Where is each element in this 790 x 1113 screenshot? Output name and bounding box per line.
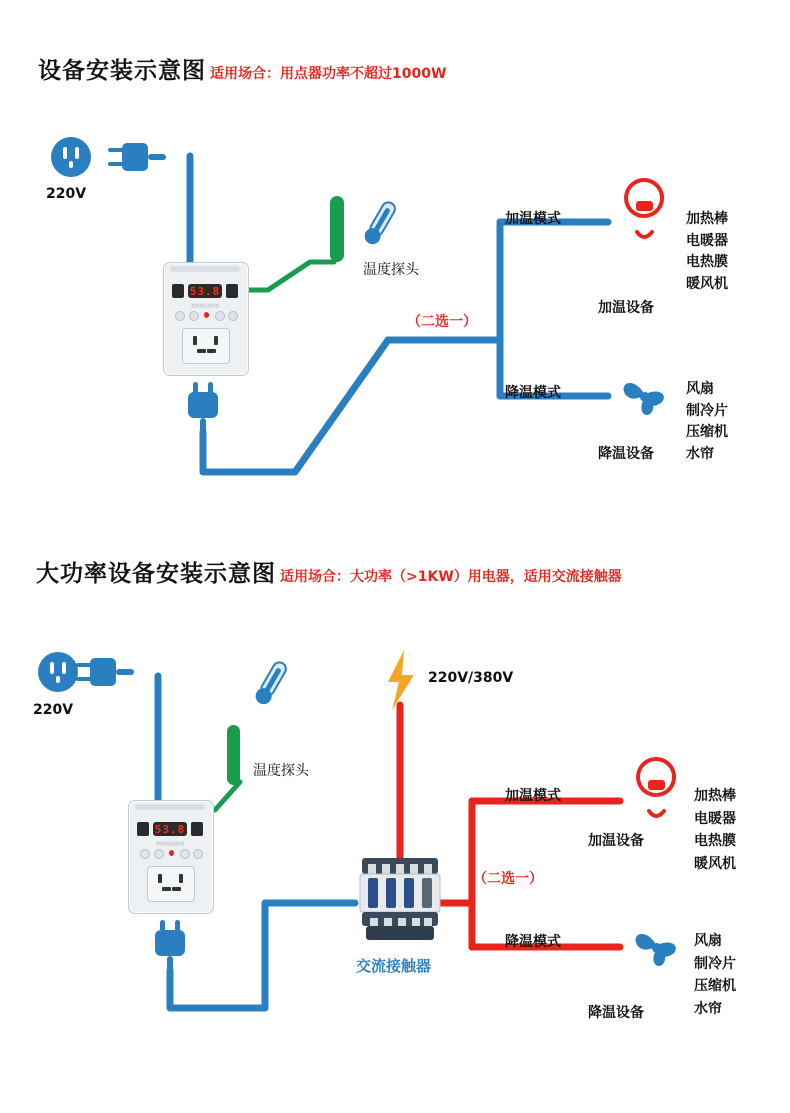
section2-voltage-label: 220V bbox=[33, 702, 74, 718]
heat-list-item: 暖风机 bbox=[686, 275, 728, 292]
section2-cool-device-label: 降温设备 bbox=[588, 1005, 644, 1021]
controller-right-indicator bbox=[226, 284, 238, 298]
section2-heat-device-list bbox=[694, 788, 736, 872]
heat-list-item: 电热膜 bbox=[686, 254, 728, 270]
probe2-sensor-body bbox=[227, 725, 240, 785]
section2-mains-label: 220V/380V bbox=[428, 670, 514, 686]
section2-heat-mode-label: 加温模式 bbox=[505, 788, 561, 804]
mains-socket-icon bbox=[51, 137, 91, 177]
mains2-socket-icon bbox=[38, 652, 78, 692]
cool-list-item: 水帘 bbox=[694, 1000, 722, 1017]
controller-top-bar bbox=[170, 266, 241, 272]
mains-plug-icon bbox=[108, 143, 166, 171]
section1-cool-mode-label: 降温模式 bbox=[505, 385, 561, 401]
section-standard-installation bbox=[0, 0, 790, 520]
section1-heat-device-list bbox=[686, 211, 728, 292]
mains2-plug-icon bbox=[76, 658, 134, 686]
controller2-top-bar bbox=[135, 804, 206, 810]
controller-caption: 智能数显温控器 bbox=[191, 303, 219, 308]
section1-cool-device-list bbox=[686, 381, 728, 462]
heat-list-item: 加热棒 bbox=[686, 211, 728, 227]
cool-list-item: 制冷片 bbox=[686, 402, 728, 419]
section1-probe-label: 温度探头 bbox=[363, 262, 419, 278]
heating-device-icon bbox=[626, 180, 662, 237]
section2-heat-device-label: 加温设备 bbox=[588, 833, 644, 849]
controller2-button-2[interactable] bbox=[154, 849, 164, 859]
controller2-button-4[interactable] bbox=[193, 849, 203, 859]
controller2-plug-icon bbox=[155, 920, 185, 972]
cool-list-item: 压缩机 bbox=[694, 978, 736, 994]
heat-list-item: 加热棒 bbox=[694, 788, 736, 804]
wire2-controller-to-contactor bbox=[170, 903, 355, 1008]
section1-title-sub: 适用场合：用点器功率不超过1000W bbox=[210, 66, 447, 82]
controller2-output-socket[interactable] bbox=[147, 866, 195, 902]
controller-button-1[interactable] bbox=[175, 311, 185, 321]
ac-contactor-icon bbox=[360, 858, 440, 940]
section2-probe-label: 温度探头 bbox=[253, 763, 309, 779]
cooling-device-icon bbox=[624, 383, 664, 415]
controller-display bbox=[188, 284, 222, 298]
section1-title-main: 设备安装示意图 bbox=[38, 58, 206, 84]
controller2-right-indicator bbox=[191, 822, 203, 836]
section1-heat-mode-label: 加温模式 bbox=[505, 211, 561, 227]
section2-cool-device-list bbox=[694, 933, 736, 1017]
section2-cool-mode-label: 降温模式 bbox=[505, 934, 561, 950]
thermometer2-icon bbox=[253, 659, 290, 707]
controller2-button-1[interactable] bbox=[140, 849, 150, 859]
section1-cool-device-label: 降温设备 bbox=[598, 446, 654, 462]
cooling2-device-icon bbox=[636, 934, 676, 966]
temperature-controller-device-2[interactable] bbox=[128, 800, 212, 912]
probe-sensor-body bbox=[330, 196, 344, 262]
section2-choose-one-label: （二选一） bbox=[473, 871, 543, 887]
power-bolt-icon bbox=[388, 650, 414, 710]
section1-wiring-diagram bbox=[0, 0, 790, 520]
controller-display-value: 53.8 bbox=[189, 284, 221, 298]
section2-wiring-diagram bbox=[0, 520, 790, 1113]
section2-title-sub: 适用场合：大功率（>1KW）用电器，适用交流接触器 bbox=[280, 569, 622, 585]
cool-list-item: 风扇 bbox=[686, 381, 714, 397]
controller2-display bbox=[153, 822, 187, 836]
heating2-device-icon bbox=[638, 759, 674, 816]
heat-list-item: 暖风机 bbox=[694, 855, 736, 872]
cool-list-item: 制冷片 bbox=[694, 955, 736, 972]
heat-list-item: 电暖器 bbox=[686, 232, 728, 249]
cool-list-item: 水帘 bbox=[686, 445, 714, 462]
controller2-led bbox=[169, 850, 174, 856]
thermometer-icon bbox=[362, 199, 399, 247]
section1-voltage-label: 220V bbox=[46, 186, 87, 202]
controller2-caption: 智能数显温控器 bbox=[156, 841, 184, 846]
temperature-controller-device[interactable] bbox=[163, 262, 247, 374]
cool-list-item: 压缩机 bbox=[686, 424, 728, 440]
controller-led bbox=[204, 312, 209, 318]
controller2-display-value: 53.8 bbox=[154, 822, 186, 836]
controller-output-socket[interactable] bbox=[182, 328, 230, 364]
controller2-button-3[interactable] bbox=[180, 849, 190, 859]
controller-button-3[interactable] bbox=[215, 311, 225, 321]
controller-left-indicator bbox=[172, 284, 184, 298]
section2-title-main: 大功率设备安装示意图 bbox=[36, 561, 276, 587]
controller-button-2[interactable] bbox=[189, 311, 199, 321]
heat-list-item: 电暖器 bbox=[694, 810, 736, 827]
controller2-left-indicator bbox=[137, 822, 149, 836]
cool-list-item: 风扇 bbox=[694, 933, 722, 949]
section1-heat-device-label: 加温设备 bbox=[598, 300, 654, 316]
section-high-power-installation bbox=[0, 520, 790, 1113]
heat-list-item: 电热膜 bbox=[694, 833, 736, 849]
section2-contactor-label: 交流接触器 bbox=[356, 957, 432, 975]
section1-choose-one-label: （二选一） bbox=[407, 314, 477, 330]
controller-plug-icon bbox=[188, 382, 218, 434]
controller-button-4[interactable] bbox=[228, 311, 238, 321]
